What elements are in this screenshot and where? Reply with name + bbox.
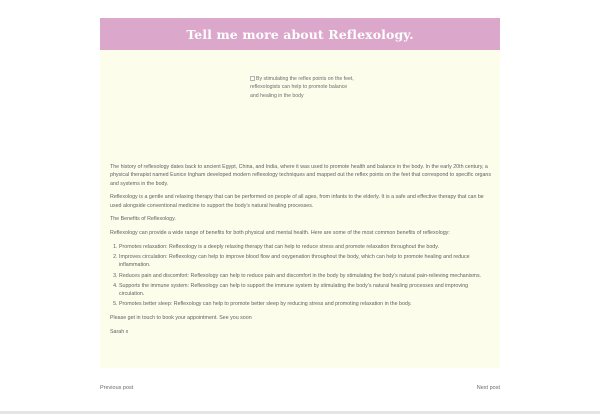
list-item: 3. Reduces pain and discomfort: Reflexology can help to reduce pain and discomfort in the body by stimulating the body’s natural pain-relieving mechanisms.: [119, 272, 492, 280]
image-alt-text: By stimulating the reflex points on the feet, reflexologists can help to promote balance and healing in the body: [250, 76, 354, 99]
signature: Sarah x: [110, 328, 129, 335]
benefits-list: [110, 243, 492, 309]
history-paragraph: The history of reflexology dates back to ancient Egypt, China, and India, where it was used to promote health and balance in the body. In the early 20th century, a physical therapist named Eunice Ingham developed modern reflexology techniques and mapped out the reflex points on the feet that correspond to specific organs and systems in the body.: [110, 164, 492, 187]
next-post-link[interactable]: Next post: [476, 385, 500, 391]
closing-paragraph: Please get in touch to book your appointment. See you soon: [110, 315, 252, 322]
post-card: [100, 18, 500, 368]
post-image: [250, 75, 355, 100]
post-header: [100, 18, 500, 50]
benefits-intro: Reflexology can provide a wide range of benefits for both physical and mental health. Here are some of the most common benefits of reflexology:: [110, 229, 450, 236]
previous-post-link[interactable]: Previous post: [100, 385, 134, 391]
gentle-paragraph: Reflexology is a gentle and relaxing therapy that can be performed on people of all ages, from infants to the elderly. It is a safe and effective therapy that can be used alongside conventional medicine to support the body’s natural healing processes.: [110, 194, 484, 209]
benefits-heading: The Benefits of Reflexology.: [110, 216, 176, 223]
list-item: 2. Improves circulation: Reflexology can help to improve blood flow and oxygenation throughout the body, which can help to promote healing and reduce inflammation.: [119, 253, 492, 270]
list-item: 5. Promotes better sleep: Reflexology can help to promote better sleep by reducing stress and promoting relaxation in the body.: [119, 300, 492, 308]
post-content: [110, 163, 492, 341]
broken-image-icon: [250, 76, 255, 81]
post-title: Tell me more about Reflexology.: [186, 26, 414, 42]
list-item: 1. Promotes relaxation: Reflexology is a deeply relaxing therapy that can help to reduce stress and promote relaxation throughout the body.: [119, 243, 492, 251]
list-item: 4. Supports the immune system: Reflexology can help to support the immune system by stimulating the body’s natural healing processes and improving circulation.: [119, 282, 492, 299]
